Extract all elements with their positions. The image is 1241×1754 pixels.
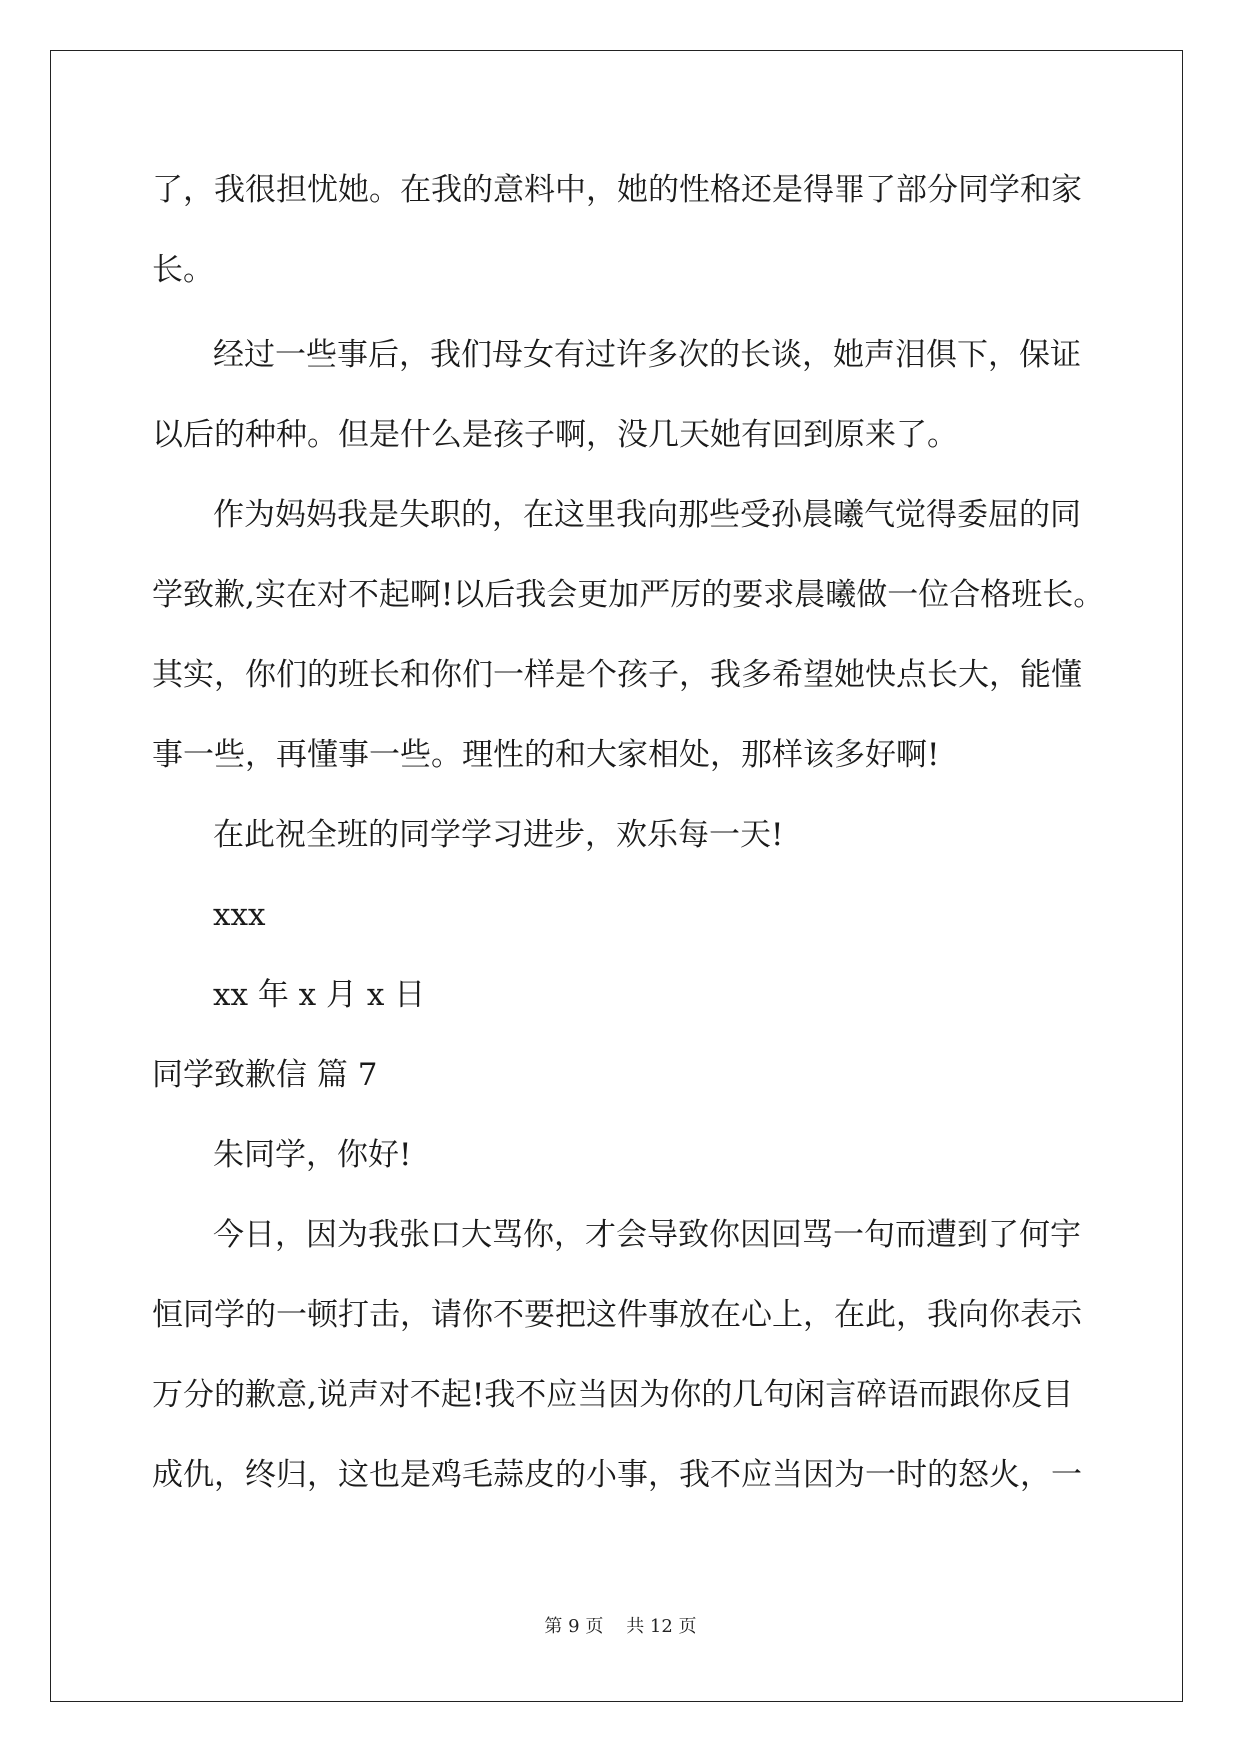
signature: xxx: [213, 897, 266, 933]
body-line: 经过一些事后，我们母女有过许多次的长谈，她声泪俱下，保证: [213, 337, 1081, 373]
salutation: 朱同学，你好!: [213, 1137, 412, 1173]
body-line: 在此祝全班的同学学习进步，欢乐每一天!: [213, 817, 784, 853]
body-line: 长。: [152, 252, 214, 288]
body-line: 成仇，终归，这也是鸡毛蒜皮的小事，我不应当因为一时的怒火，一: [152, 1457, 1082, 1493]
body-line: 其实，你们的班长和你们一样是个孩子，我多希望她快点长大，能懂: [152, 657, 1082, 693]
page-number-footer: 第 9 页 共 12 页: [544, 1616, 697, 1637]
body-line: 作为妈妈我是失职的，在这里我向那些受孙晨曦气觉得委屈的同: [213, 497, 1081, 533]
body-line: 恒同学的一顿打击，请你不要把这件事放在心上，在此，我向你表示: [152, 1297, 1082, 1333]
section-heading: 同学致歉信 篇 7: [152, 1057, 378, 1093]
body-line: 学致歉,实在对不起啊!以后我会更加严厉的要求晨曦做一位合格班长。: [152, 577, 1105, 613]
body-line: 事一些，再懂事一些。理性的和大家相处，那样该多好啊!: [152, 737, 940, 773]
body-line: 今日，因为我张口大骂你，才会导致你因回骂一句而遭到了何宇: [213, 1217, 1081, 1253]
date: xx 年 x 月 x 日: [213, 977, 426, 1013]
body-line: 以后的种种。但是什么是孩子啊，没几天她有回到原来了。: [152, 417, 958, 453]
body-line: 万分的歉意,说声对不起!我不应当因为你的几句闲言碎语而跟你反目: [152, 1377, 1074, 1413]
body-line: 了，我很担忧她。在我的意料中，她的性格还是得罪了部分同学和家: [152, 172, 1082, 208]
